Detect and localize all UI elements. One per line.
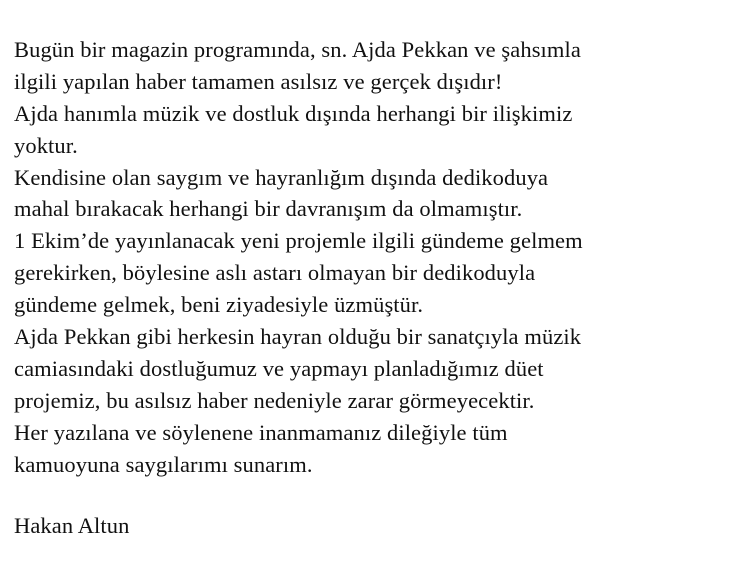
statement-text (14, 34, 744, 542)
signature-name: Hakan Altun (14, 513, 130, 539)
statement-line: Ajda hanımla müzik ve dostluk dışında herhangi bir ilişkimiz (14, 100, 573, 126)
statement-line: kamuoyuna saygılarımı sunarım. (14, 451, 313, 477)
statement-line: ilgili yapılan haber tamamen asılsız ve gerçek dışıdır! (14, 68, 503, 94)
statement-line: 1 Ekim’de yayınlanacak yeni projemle ilgili gündeme gelmem (14, 228, 583, 254)
statement-line: gündeme gelmek, beni ziyadesiyle üzmüştür. (14, 292, 424, 318)
statement-line: yoktur. (14, 132, 78, 158)
statement-line: mahal bırakacak herhangi bir davranışım da olmamıştır. (14, 196, 523, 222)
statement-line: Kendisine olan saygım ve hayranlığım dışında dedikoduya (14, 164, 549, 190)
statement-line: Her yazılana ve söylenene inanmamanız dileğiyle tüm (14, 419, 508, 445)
statement-line: projemiz, bu asılsız haber nedeniyle zarar görmeyecektir. (14, 387, 535, 413)
paragraph-gap (14, 480, 744, 510)
statement-line: Bugün bir magazin programında, sn. Ajda Pekkan ve şahsımla (14, 37, 581, 62)
statement-line: gerekirken, böylesine aslı astarı olmayan bir dedikoduyla (14, 260, 536, 286)
statement-line: Ajda Pekkan gibi herkesin hayran olduğu bir sanatçıyla müzik (14, 324, 582, 350)
statement-line: camiasındaki dostluğumuz ve yapmayı planladığımız düet (14, 355, 544, 381)
